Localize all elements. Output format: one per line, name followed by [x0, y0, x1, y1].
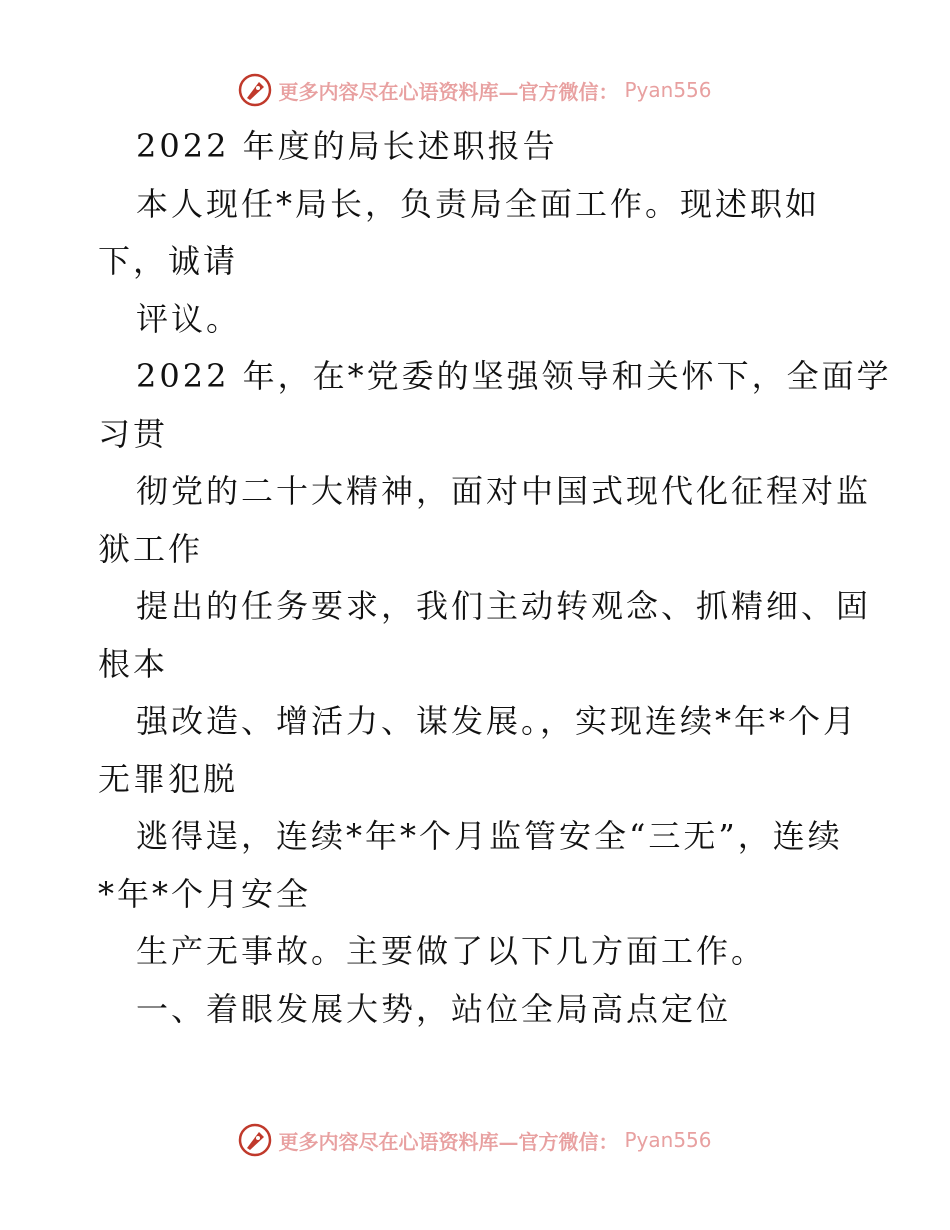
watermark-text: 更多内容尽在心语资料库—官方微信：	[278, 1129, 619, 1154]
paragraph-line: 逃得逞，连续*年*个月监管安全“三无”，连续	[136, 817, 843, 855]
watermark-wechat-id: Pyan556	[624, 1128, 712, 1152]
paragraph-line: 彻党的二十大精神，面对中国式现代化征程对监	[136, 472, 872, 510]
document-body	[98, 118, 892, 1038]
watermark-text: 更多内容尽在心语资料库—官方微信：	[278, 79, 619, 104]
pen-nib-logo-icon	[238, 73, 272, 107]
paragraph-line: 评议。	[136, 299, 242, 338]
paragraph-line: 提出的任务要求，我们主动转观念、抓精细、固	[136, 587, 872, 625]
pen-nib-logo-icon	[238, 1123, 272, 1157]
section-heading: 一、着眼发展大势，站位全局高点定位	[136, 989, 732, 1028]
paragraph-line: 强改造、增活力、谋发展。，实现连续*年*个月	[136, 702, 859, 740]
paragraph-line: 下，诚请	[98, 242, 239, 280]
paragraph-line: 本人现任*局长，负责局全面工作。现述职如	[136, 184, 821, 223]
paragraph-line: 生产无事故。主要做了以下几方面工作。	[136, 932, 767, 970]
watermark-banner-top	[0, 70, 950, 110]
paragraph-line: 2022 年，在*党委的坚强领导和关怀下，全面学	[136, 357, 892, 395]
paragraph-line: *年*个月安全	[98, 874, 312, 913]
watermark-banner-bottom	[0, 1120, 950, 1160]
paragraph-line: 根本	[98, 644, 169, 683]
watermark-wechat-id: Pyan556	[624, 78, 712, 102]
paragraph-line: 习贯	[98, 414, 169, 453]
paragraph-line: 狱工作	[98, 529, 204, 568]
document-title: 2022 年度的局长述职报告	[136, 127, 558, 165]
paragraph-line: 无罪犯脱	[98, 759, 239, 798]
